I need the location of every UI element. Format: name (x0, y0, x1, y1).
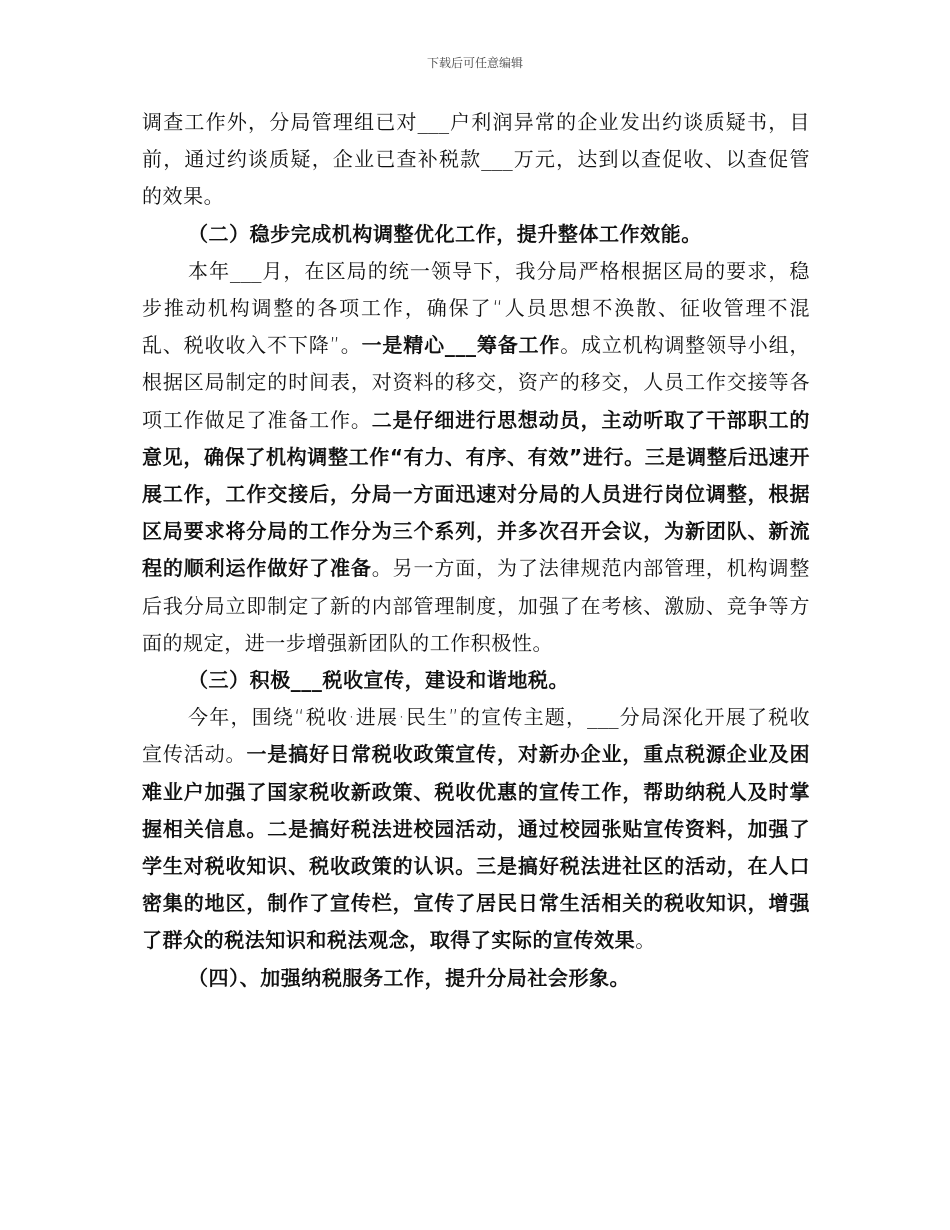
paragraph-2-text-c: 。成立机构调整领导小组，根据区局制定的时间表，对资料的移交，资产的移交，人员工作交接等各项工作做足了准备工作。 (142, 333, 810, 432)
paragraph-3 (142, 699, 810, 959)
paragraph-3-text-a: 今年，围绕“税收·进展·民生”的宣传主题，___分局深化开展了税收宣传活动。 (142, 705, 810, 767)
section-heading-3: （三）积极___税收宣传，建设和谐地税。 (188, 668, 569, 693)
section-heading-2: （二）稳步完成机构调整优化工作，提升整体工作效能。 (188, 221, 702, 246)
paragraph-2-text-e: 。另一方面，为了法律规范内部管理，机构调整后我分局立即制定了新的内部管理制度，加强了在考核、激励、竞争等方面的规定，进一步增强新团队的工作积极性。 (142, 556, 810, 655)
document-body (142, 104, 810, 997)
paragraph-2-text-a: 本年___月，在区局的统一领导下，我分局严格根据区局的要求，稳步推动机构调整的各项工作，确保了“人员思想不涣散、征收管理不混乱、税收收入不下降”。 (142, 258, 810, 358)
section-heading-4: （四）、加强纳税服务工作，提升分局社会形象。 (188, 965, 631, 990)
page-header: 下载后可任意编辑 (426, 56, 523, 70)
paragraph-1: 调查工作外，分局管理组已对___户利润异常的企业发出约谈质疑书，目前，通过约谈质疑，企业已查补税款___万元，达到以查促收、以查促管的效果。 (142, 110, 810, 209)
paragraph-3-bold-b: 一是搞好日常税收政策宣传，对新办企业，重点税源企业及困难业户加强了国家税收新政策、税收优惠的宣传工作，帮助纳税人及时掌握相关信息。二是搞好税法进校园活动，通过校园张贴宣传资料，加强了学生对税收知识、税收政策的认识。三是搞好税法进社区的活动，在人口密集的地区，制作了宣传栏，宣传了居民日常生活相关的税收知识，增强了群众的税法知识和税法观念，取得了实际的宣传效果 (142, 742, 811, 953)
paragraph-2-bold-b: 一是精心___筹备工作 (361, 333, 561, 358)
paragraph-3-text-c: 。 (635, 928, 656, 953)
paragraph-2-bold-d: 二是仔细进行思想动员，主动听取了干部职工的意见，确保了机构调整工作“有力、有序、有效”进行。三是调整后迅速开展工作，工作交接后，分局一方面迅速对分局的人员进行岗位调整，根据区局要求将分局的工作分为三个系列，并多次召开会议，为新团队、新流程的顺利运作做好了准备 (142, 407, 810, 581)
paragraph-2 (142, 253, 810, 662)
